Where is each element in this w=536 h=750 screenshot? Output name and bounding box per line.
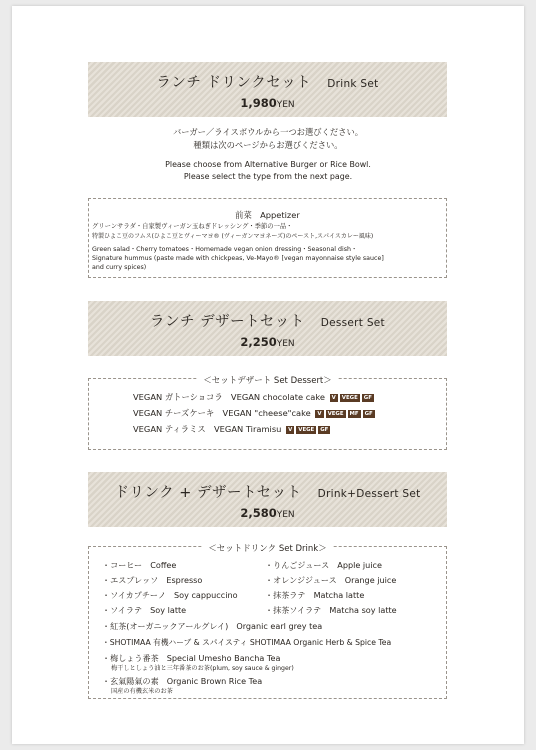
- drink-item-matcha-latte: ・抹茶ラテ Matcha latte: [265, 590, 365, 600]
- appetizer-jp-line-1: グリーンサラダ・自家製ヴィーガン玉ねぎドレッシング・季節の一品・: [92, 223, 293, 230]
- choice-note-jp-2: 種類は次のページからお選びください。: [193, 140, 343, 150]
- drink-dessert-set-price-currency: YEN: [276, 510, 295, 520]
- set-drink-box: [88, 546, 447, 699]
- appetizer-title: 前菜 Appetizer: [235, 210, 300, 220]
- drink-set-title-en: Drink Set: [327, 78, 379, 90]
- drink-set-banner: [88, 62, 447, 117]
- dessert-set-price-value: 2,250: [240, 335, 277, 349]
- vegetarian-tag: VEGE: [327, 411, 344, 417]
- drink-item-espresso: ・エスプレッソ Espresso: [102, 575, 203, 585]
- gluten-free-tag: GF: [364, 411, 373, 417]
- drink-item-soy-latte: ・ソイラテ Soy latte: [102, 605, 187, 615]
- drink-set-title-jp: ランチ ドリンクセット: [156, 75, 312, 91]
- dessert-item-label: VEGAN ガトーショコラ VEGAN chocolate cake: [133, 392, 325, 402]
- drink-item-umesho-bancha: ・梅しょう番茶 Special Umesho Bancha Tea: [102, 653, 281, 663]
- drink-set-price: [88, 96, 447, 110]
- set-drink-title: ＜セットドリンク Set Drink＞: [202, 543, 332, 555]
- appetizer-jp-line-2: 特製ひよこ豆のフムス(ひよこ豆とヴィーマヨ® (ヴィーガンマヨネーズ)のペースト,スパイスカレー風味): [92, 233, 374, 240]
- vegan-tag: V: [331, 395, 336, 401]
- drink-dessert-set-price: [88, 506, 447, 520]
- set-dessert-title: ＜セットデザート Set Dessert＞: [197, 375, 338, 387]
- menu-page: [12, 6, 524, 744]
- set-drink-title-wrap: [89, 540, 446, 555]
- milk-free-tag: MF: [349, 411, 359, 417]
- vegan-tag: V: [317, 411, 322, 417]
- dessert-set-title-jp: ランチ デザートセット: [150, 314, 305, 330]
- gluten-free-tag: GF: [363, 395, 372, 401]
- choice-note-jp-1: バーガー／ライスボウルから一つお選びください。: [172, 127, 364, 137]
- vegan-tag: V: [288, 427, 293, 433]
- drink-item-herb-spice-tea: ・SHOTIMAA 有機ハーブ & スパイスティ SHOTIMAA Organic Herb & Spice Tea: [102, 638, 392, 647]
- dessert-item-label: VEGAN ティラミス VEGAN Tiramisu: [133, 424, 282, 434]
- dessert-item: [133, 424, 330, 435]
- drink-item-brown-rice-tea: ・玄氣陽氣の素 Organic Brown Rice Tea: [102, 676, 263, 686]
- dessert-set-title-en: Dessert Set: [320, 317, 385, 329]
- set-dessert-box: [88, 378, 447, 450]
- dessert-item: [133, 408, 375, 419]
- drink-item-earl-grey: ・紅茶(オーガニックアールグレイ) Organic earl grey tea: [102, 621, 323, 631]
- drink-item-umesho-bancha-note: 梅干しとしょう油と三年番茶のお茶(plum, soy sauce & ginger): [111, 665, 294, 672]
- drink-set-price-value: 1,980: [240, 96, 277, 110]
- vegetarian-tag: VEGE: [341, 395, 358, 401]
- appetizer-en-line-2: Signature hummus (paste made with chickpeas, Ve-Mayo® [vegan mayonnaise style sauce]: [92, 255, 384, 262]
- vegetarian-tag: VEGE: [298, 427, 315, 433]
- dessert-set-price: [88, 335, 447, 349]
- drink-item-brown-rice-tea-note: 国産の有機玄米のお茶: [111, 688, 173, 695]
- appetizer-en-line-1: Green salad・Cherry tomatoes・Homemade vegan onion dressing・Seasonal dish・: [92, 246, 358, 253]
- dessert-set-banner: [88, 301, 447, 356]
- dessert-set-title: [88, 310, 447, 331]
- drink-item-orange-juice: ・オレンジジュース Orange juice: [265, 575, 397, 585]
- dessert-item: [133, 392, 374, 403]
- drink-dessert-set-banner: [88, 472, 447, 527]
- drink-dessert-set-title: [88, 481, 447, 502]
- dessert-item-label: VEGAN チーズケーキ VEGAN "cheese"cake: [133, 408, 311, 418]
- choice-note-en-1: Please choose from Alternative Burger or Rice Bowl.: [165, 160, 371, 169]
- appetizer-en-line-3: and curry spices): [92, 264, 147, 271]
- choice-note-en-2: Please select the type from the next page.: [183, 172, 353, 181]
- drink-item-apple-juice: ・りんごジュース Apple juice: [265, 560, 382, 570]
- drink-item-coffee: ・コーヒー Coffee: [102, 560, 177, 570]
- set-dessert-title-wrap: [89, 372, 446, 387]
- appetizer-box: [88, 198, 447, 278]
- drink-item-matcha-soy-latte: ・抹茶ソイラテ Matcha soy latte: [265, 605, 397, 615]
- gluten-free-tag: GF: [320, 427, 329, 433]
- drink-dessert-set-title-en: Drink+Dessert Set: [317, 488, 421, 500]
- drink-dessert-set-title-jp: ドリンク + デザートセット: [114, 485, 302, 501]
- drink-dessert-set-price-value: 2,580: [240, 506, 277, 520]
- drink-set-price-currency: YEN: [276, 100, 295, 110]
- drink-set-title: [88, 71, 447, 92]
- drink-item-soy-cappuccino: ・ソイカプチーノ Soy cappuccino: [102, 590, 238, 600]
- dessert-set-price-currency: YEN: [276, 339, 295, 349]
